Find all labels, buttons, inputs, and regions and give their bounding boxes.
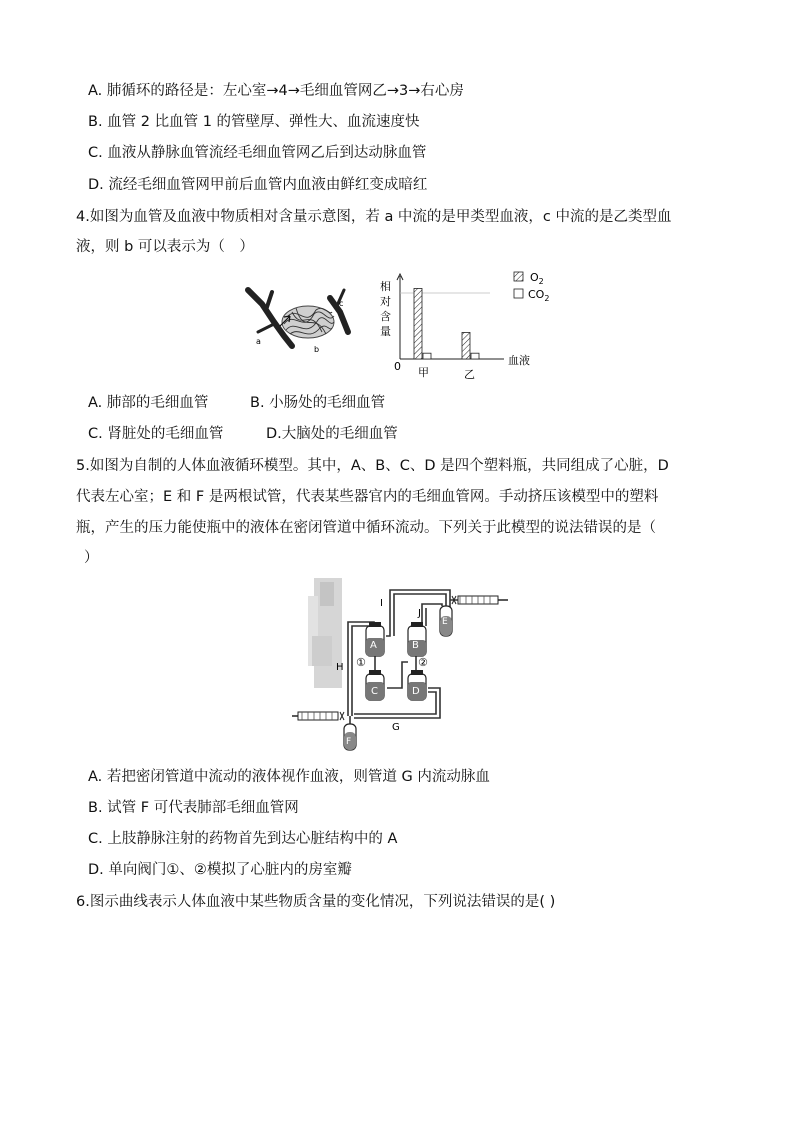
q5-stem-line1: 5.如图为自制的人体血液循环模型。其中，A、B、C、D 是四个塑料瓶，共同组成了心脏，D	[76, 458, 669, 474]
label-tube-i: I	[380, 598, 383, 609]
legend-co2-label: $CO_2$	[528, 288, 550, 303]
q5-stem-line4: ）	[84, 550, 99, 566]
bar-co2-yi	[471, 353, 479, 359]
ylabel-char-4: 量	[380, 325, 391, 338]
q4-vessel-figure	[244, 284, 356, 360]
legend-o2-swatch	[514, 272, 523, 281]
label-valve-2: ②	[418, 656, 428, 669]
label-bottle-a: A	[370, 640, 377, 651]
q5-stem-line3: 瓶，产生的压力能使瓶中的液体在密闭管道中循环流动。下列关于此模型的说法错误的是（	[76, 520, 656, 536]
q4-option-c: C. 肾脏处的毛细血管	[88, 426, 224, 442]
q3-option-a: A. 肺循环的路径是：左心室→4→毛细血管网乙→3→右心房	[88, 83, 464, 99]
q5-stem-line2: 代表左心室；E 和 F 是两根试管，代表某些器官内的毛细血管网。手动挤压该模型中的塑料	[76, 489, 659, 505]
label-c: c	[339, 299, 344, 308]
syringe-right	[452, 596, 508, 604]
q4-stem-line1: 4.如图为血管及血液中物质相对含量示意图，若 a 中流的是甲类型血液，c 中流的是乙类型血	[76, 209, 672, 225]
vessel-a-branch2	[258, 324, 274, 332]
label-a: a	[256, 337, 261, 346]
vessel-a-branch	[266, 292, 272, 310]
bar-o2-jia	[414, 288, 422, 359]
tube-j	[422, 604, 442, 626]
label-tube-h: H	[336, 662, 344, 673]
label-tube-f: F	[346, 737, 352, 747]
label-tube-g: G	[392, 722, 400, 733]
label-bottle-d: D	[412, 686, 420, 697]
ylabel-char-2: 对	[380, 295, 391, 308]
q3-option-d: D. 流经毛细血管网甲前后血管内血液由鲜红变成暗红	[88, 177, 428, 193]
q4-bar-chart	[374, 264, 570, 382]
q4-option-b: B. 小肠处的毛细血管	[250, 395, 386, 411]
q5-option-a: A. 若把密闭管道中流动的液体视作血液，则管道 G 内流动脉血	[88, 769, 490, 785]
q4-option-d: D.大脑处的毛细血管	[266, 426, 398, 442]
bar-o2-yi	[462, 332, 470, 359]
capillary-network-b	[282, 306, 334, 338]
bars-group	[414, 288, 479, 359]
x-axis-label: 血液	[508, 354, 530, 367]
bar-co2-jia	[423, 353, 431, 359]
q6-stem: 6.图示曲线表示人体血液中某些物质含量的变化情况，下列说法错误的是( )	[76, 894, 556, 910]
label-tube-j: J	[418, 608, 421, 619]
category-label-yi: 乙	[464, 368, 475, 381]
q3-option-b: B. 血管 2 比血管 1 的管壁厚、弹性大、血流速度快	[88, 114, 420, 130]
ylabel-char-1: 相	[380, 280, 391, 293]
tube-c-b	[387, 662, 408, 688]
q5-option-c: C. 上肢静脉注射的药物首先到达心脏结构中的 A	[88, 831, 398, 847]
legend-o2-label: $O_2$	[530, 271, 544, 286]
q5-option-d: D. 单向阀门①、②模拟了心脏内的房室瓣	[88, 862, 352, 878]
label-bottle-c: C	[371, 686, 378, 697]
q4-stem-line2: 液，则 b 可以表示为（ ）	[76, 239, 254, 255]
category-label-jia: 甲	[418, 366, 429, 379]
label-bottle-b: B	[412, 640, 419, 651]
ylabel-char-3: 含	[380, 310, 391, 323]
label-valve-1: ①	[356, 656, 366, 669]
syringe-left	[292, 712, 344, 720]
legend-co2-swatch	[514, 289, 523, 298]
tubes	[348, 590, 476, 726]
label-tube-e: E	[442, 617, 448, 627]
legend	[514, 271, 549, 303]
q5-option-b: B. 试管 F 可代表肺部毛细血管网	[88, 800, 299, 816]
q5-circulation-model	[290, 576, 512, 752]
origin-label: 0	[394, 360, 401, 373]
q3-option-c: C. 血液从静脉血管流经毛细血管网乙后到达动脉血管	[88, 145, 427, 161]
label-b: b	[314, 345, 320, 354]
q4-option-a: A. 肺部的毛细血管	[88, 395, 209, 411]
